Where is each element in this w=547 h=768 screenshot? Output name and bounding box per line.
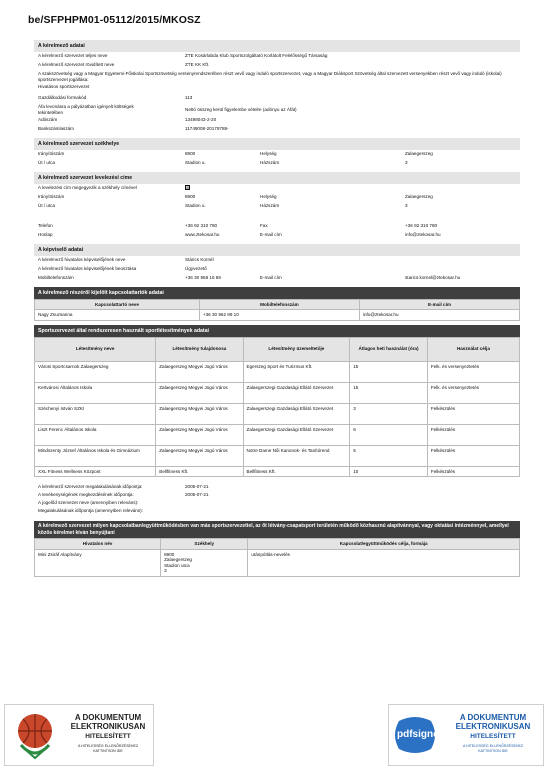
mail-same-row <box>34 184 520 193</box>
hq-street-row <box>34 159 520 168</box>
field-label: Mobiltelefonszám <box>38 274 74 280</box>
rep-name-row <box>34 256 520 265</box>
field-value: 3 <box>405 159 408 165</box>
table-row <box>35 466 520 477</box>
table-cell: Mindszenty József Általános Iskola és Gimnázium <box>35 445 156 466</box>
table-cell: Felk. és versenyeztetés <box>427 382 519 403</box>
field-value: Stadion u. <box>185 159 206 165</box>
section-hq-header: A kérelmező szervezet székhelye <box>34 138 520 150</box>
table-cell: Zalaegerszeg Megyei Jogú Város <box>156 445 243 466</box>
facilities-table <box>34 337 520 478</box>
table-cell: Notre Dame Női Kanonok- és Tanítórend <box>243 445 350 466</box>
field-label: A kérelmező hivatalos képviselőjének beosztása <box>38 265 137 271</box>
field-label: A levelezési cím megegyezik a székhely címével <box>38 184 137 190</box>
mail-web-row <box>34 231 520 240</box>
section-facilities-header: Sportszervezet által rendszeresen használt sportlétesítmények adatai <box>34 325 520 337</box>
section-contacts-header: A kérelmező részéről kijelölt kapcsolattartók adatai <box>34 287 520 299</box>
table-cell: 3 <box>350 403 428 424</box>
verification-stamp-left[interactable] <box>4 704 154 766</box>
field-label: A kérelmező hivatalos képviselőjének neve <box>38 256 126 262</box>
stamp-line: HITELESÍTETT <box>85 733 131 740</box>
field-value: ZTE Kosárlabda Klub Sportszolgáltató Korlátolt Felelősségű Társaság <box>185 53 328 58</box>
field-value: Stárics Kornél <box>185 256 214 262</box>
field-label: Helység <box>260 193 277 199</box>
column-header: Kapcsolattartó neve <box>35 299 200 310</box>
tax-row <box>34 116 520 125</box>
field-value: 13498043-2-20 <box>185 116 217 122</box>
email-link[interactable]: starics.kornel@ztekosar.hu <box>405 274 461 280</box>
hq-zip-row <box>34 150 520 159</box>
mail-street-row <box>34 202 520 211</box>
document-reference: be/SFPHPM01-05112/2015/MKOSZ <box>28 14 201 26</box>
stamp-line: A DOKUMENTUM <box>74 713 142 722</box>
field-label: A kérelmező szervezet rövidített neve <box>38 62 115 67</box>
table-cell: Felk. és versenyeztetés <box>427 361 519 382</box>
section-partners-header: A kérelmező szervezet milyen kapcsolatban/együttműködésben van más sportszervezettel, az őt létvány-csapatsport területén működő közhasznú alapítvánnyal, vagy oktatási intézménnyel, amellyel közös kérelmet kíván benyújtani <box>34 521 520 538</box>
field-label: Út / utca <box>38 159 56 165</box>
table-cell: 15 <box>350 361 428 382</box>
field-value: 11749008-20179788- <box>185 125 229 131</box>
table-cell: XXL Fitness Wellness Központ <box>35 466 156 477</box>
founded-row <box>34 483 520 491</box>
field-value: Zalaegerszeg <box>405 150 433 156</box>
field-label: E-mail cím <box>260 231 282 237</box>
predecessor-date-row <box>34 507 520 515</box>
stamp-line: A DOKUMENTUM <box>459 713 527 722</box>
field-value: 2005-07-21 <box>185 484 209 489</box>
field-value: 8900 <box>185 150 196 156</box>
pdfsigno-logo-text: pdfsigno <box>397 729 440 740</box>
mail-zip-row <box>34 193 520 202</box>
table-row <box>35 445 520 466</box>
table-row <box>35 310 520 321</box>
applicant-full-name-row <box>34 52 520 61</box>
email-link[interactable]: info@ztekosar.hu <box>405 231 441 237</box>
table-cell: Széchenyi István SZKI <box>35 403 156 424</box>
table-cell: Zalaegerszeg Megyei Jogú Város <box>156 361 243 382</box>
stamp-line: HITELESÍTETT <box>470 733 516 740</box>
table-cell: Városi Sportcsarnok Zalaegerszeg <box>35 361 156 382</box>
field-label: Honlap <box>38 231 53 237</box>
table-row <box>35 361 520 382</box>
stamp-line: ELEKTRONIKUSAN <box>455 722 531 731</box>
column-header: Létesítmény neve <box>35 337 156 361</box>
partners-table <box>34 538 520 577</box>
field-label: A kérelmező szervezet megalakulásának időpontja: <box>38 484 143 489</box>
started-row <box>34 491 520 499</box>
field-label: A kérelmező szervezet teljes neve <box>38 53 108 58</box>
field-value: +36 92 310 780 <box>185 222 218 228</box>
dates-block <box>34 483 520 515</box>
field-value: Ügyvezető <box>185 265 207 271</box>
table-cell: Liszt Ferenc Általános Iskola <box>35 424 156 445</box>
column-header: Átlagos heti használat (óra) <box>350 337 428 361</box>
stamp-line: A HITELESSÉG ELLENŐRZÉSÉHEZ <box>77 744 139 748</box>
field-value: 8900 <box>185 193 196 199</box>
table-cell: Egerszeg Sport és Turizmus Kft. <box>243 361 350 382</box>
field-label: Adószám <box>38 116 58 122</box>
table-cell: Felkészülés <box>427 424 519 445</box>
column-header: Hivatalos név <box>35 539 161 550</box>
table-cell: info@ztekosar.hu <box>359 310 519 321</box>
verification-stamp-right[interactable] <box>388 704 544 766</box>
stamp-line: ELEKTRONIKUSAN <box>70 722 146 731</box>
field-label: Helység <box>260 150 277 156</box>
table-cell: 10 <box>350 466 428 477</box>
field-value: +36 92 310 780 <box>405 222 438 228</box>
table-cell: Zalaegerszegi Gazdasági Ellátó Szervezet <box>243 403 350 424</box>
predecessor-row <box>34 499 520 507</box>
vat-row <box>34 103 520 116</box>
mail-phone-row <box>34 222 520 231</box>
field-label: Irányítószám <box>38 150 65 156</box>
table-cell: Zalaegerszeg Megyei Jogú Város <box>156 403 243 424</box>
field-value: 3 <box>405 202 408 208</box>
applicant-short-name-row <box>34 61 520 70</box>
section-applicant-header: A kérelmező adatai <box>34 40 520 52</box>
section-mail-header: A kérelmező szervezet levelezési címe <box>34 172 520 184</box>
table-cell: 5 <box>350 445 428 466</box>
table-cell: Felkészülés <box>427 445 519 466</box>
stamp-line: A HITELESSÉG ELLENŐRZÉSÉHEZ <box>462 744 524 748</box>
field-label: Fax <box>260 222 268 228</box>
table-cell: Zalaegerszegi Gazdasági Ellátó Szervezet <box>243 382 350 403</box>
table-cell: Zalaegerszeg Megyei Jogú Város <box>156 424 243 445</box>
column-header: Mobiltelefonszám <box>199 299 359 310</box>
field-value: +36 30 958 16 88 <box>185 274 221 280</box>
field-label: Házszám <box>260 202 280 208</box>
field-value: 113 <box>185 94 193 100</box>
field-value: Nettó összeg kerül figyelembe vételre (adónyu az Áfát) <box>185 106 297 112</box>
stamp-line: KATTINTSON IDE <box>478 749 508 753</box>
field-label: A tevékenységének megkezdésének időpontja: <box>38 492 134 497</box>
field-value: ZTE KK Kft. <box>185 62 210 67</box>
rep-mobile-row <box>34 274 520 283</box>
table-cell: utánpótlás-nevelés <box>248 549 520 576</box>
field-label: Út / utca <box>38 202 56 208</box>
field-label: Bankszámlaszám <box>38 125 74 131</box>
field-label: Irányítószám <box>38 193 65 199</box>
table-cell: 15 <box>350 382 428 403</box>
field-label: E-mail cím <box>260 274 282 280</box>
column-header: Használat célja <box>427 337 519 361</box>
contacts-table <box>34 299 520 321</box>
table-row <box>35 382 520 403</box>
column-header: Székhely <box>161 539 248 550</box>
table-cell: Zalaegerszegi Gazdasági Ellátó Szervezet <box>243 424 350 445</box>
table-cell: Bellfitness Kft. <box>156 466 243 477</box>
table-cell: +36 30 962 99 10 <box>199 310 359 321</box>
same-address-checkbox[interactable]: ☒ <box>186 184 191 190</box>
basketball-seal-icon <box>13 711 57 761</box>
table-cell: Kertvárosi Általános Iskola <box>35 382 156 403</box>
table-cell: Bellfitness Kft. <box>243 466 350 477</box>
field-label: Telefon <box>38 222 53 228</box>
table-cell: Mini Zsiráf Alapítvány <box>35 549 161 576</box>
column-header: Kapcsolat/együttműködés célja, formája <box>248 539 520 550</box>
table-row <box>35 403 520 424</box>
table-cell: Zalaegerszeg Megyei Jogú Város <box>156 382 243 403</box>
column-header: Létesítmény tulajdonosa <box>156 337 243 361</box>
field-label: Áfa levonásra a pályázatban igényelt költségek tekintetében <box>38 103 134 115</box>
membership-text: A szakszövetség vagy a Magyar Egyetemi-Főiskolai Sportszövetség versenyrendszerében részt vevő vagy induló sportszervezet, vagy a Magyar Diáksport Szövetség által szervezett versenyekben részt vevő vagy induló (iskolai) sportszervezet jogállása: <box>38 71 502 82</box>
table-header-row <box>35 337 520 361</box>
column-header: Létesítmény üzemeltetője <box>243 337 350 361</box>
field-label: Házszám <box>260 159 280 165</box>
field-value: Zalaegerszeg <box>405 193 433 199</box>
table-cell: Felkészülés <box>427 466 519 477</box>
website-link[interactable]: www.ztekosar.hu <box>185 231 220 237</box>
table-header-row <box>35 299 520 310</box>
table-cell: 6 <box>350 424 428 445</box>
field-value: 2005-07-21 <box>185 492 209 497</box>
rep-role-row <box>34 265 520 274</box>
section-rep-header: A képviselő adatai <box>34 244 520 256</box>
bank-row <box>34 125 520 134</box>
field-label: Megalakulásának időpontja (amennyiben releváns): <box>38 508 143 513</box>
table-cell: Felkészülés <box>427 403 519 424</box>
table-header-row <box>35 539 520 550</box>
form-content <box>34 36 520 577</box>
field-value: Stadion u. <box>185 202 206 208</box>
stamp-line: KATTINTSON IDE <box>93 749 123 753</box>
column-header: E-mail cím <box>359 299 519 310</box>
field-label: Gazdálkodási formakód <box>38 94 87 100</box>
membership-value: Hivatásos sportszervezet <box>38 84 90 89</box>
table-cell: Nagy Zsuzsanna <box>35 310 200 321</box>
field-label: A jogelőd szervezet neve (amennyiben releváns): <box>38 500 139 505</box>
table-cell: 8900 Zalaegerszeg Stadion utca 3 <box>161 549 248 576</box>
gfo-row <box>34 94 520 103</box>
table-row <box>35 549 520 576</box>
table-row <box>35 424 520 445</box>
